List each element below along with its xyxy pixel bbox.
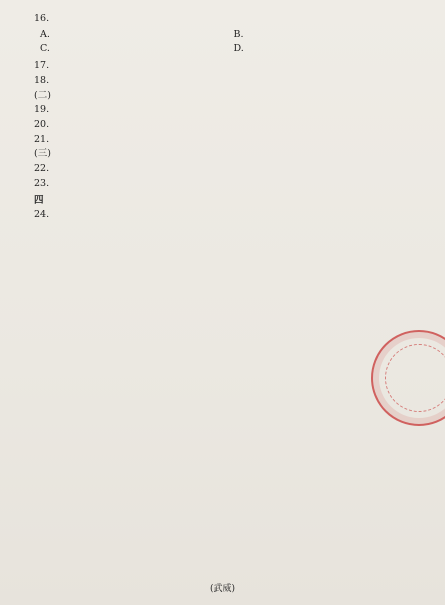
question-18: 18.: [34, 74, 50, 86]
question-22: 22.: [34, 163, 50, 175]
question-16: 16.: [34, 13, 50, 24]
section-2-heading: (二): [34, 89, 51, 101]
question-20: 20.: [34, 119, 50, 131]
q16-option-d: D.: [233, 43, 244, 55]
q16-option-a: A.: [40, 28, 50, 40]
red-stamp-seal: [371, 330, 445, 426]
page-footer: (武威): [209, 584, 236, 595]
q16-option-c: C.: [40, 43, 50, 55]
question-24: 24.: [34, 209, 50, 221]
question-21: 21.: [34, 133, 50, 145]
section-3-heading: (三): [34, 148, 51, 160]
question-23: 23.: [34, 177, 50, 189]
question-17: 17.: [34, 60, 50, 72]
section-4-heading: 四: [34, 194, 44, 206]
q16-options: [40, 28, 427, 57]
question-19: 19.: [34, 104, 50, 116]
q16-option-b: B.: [233, 28, 244, 40]
